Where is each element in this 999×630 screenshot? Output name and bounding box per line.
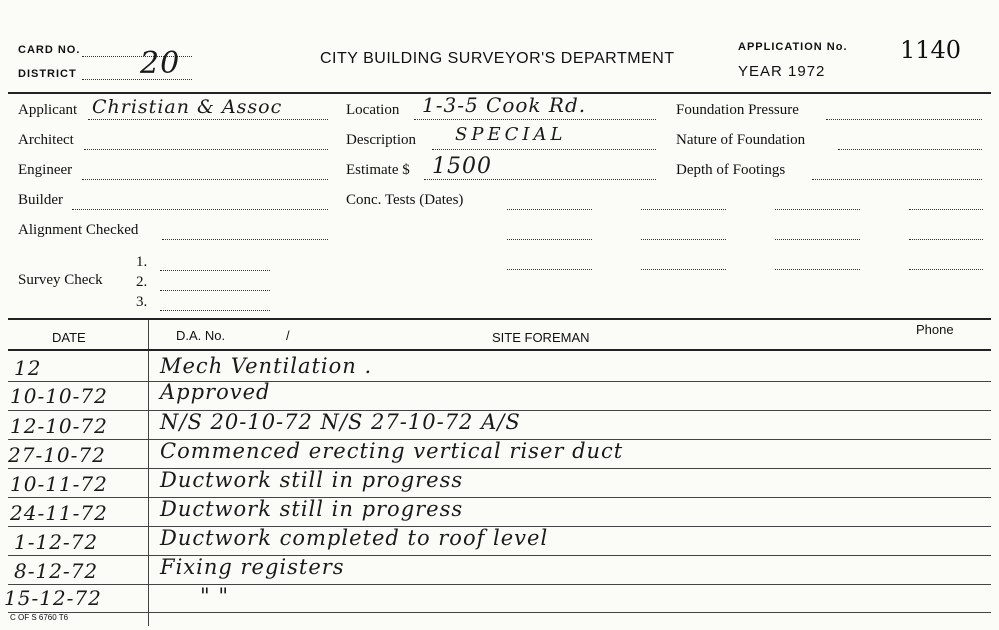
description-line [432, 149, 656, 150]
conc-test-line [641, 209, 726, 210]
log-entry: Fixing registers [160, 555, 345, 579]
log-date: 15-12-72 [4, 586, 102, 610]
log-date: 10-10-72 [10, 384, 108, 408]
log-rule [8, 381, 991, 382]
log-date: 12 [14, 356, 42, 380]
survey-item-2: 2. [136, 274, 148, 290]
conc-test-line [909, 209, 983, 210]
applicant-line [88, 119, 328, 120]
log-rule [8, 497, 991, 498]
builder-line [72, 209, 328, 210]
nature-foundation-label: Nature of Foundation [676, 132, 806, 148]
estimate-line [424, 179, 656, 180]
district-value: 20 [140, 46, 181, 81]
log-date: 24-11-72 [10, 501, 108, 525]
department-title: CITY BUILDING SURVEYOR'S DEPARTMENT [320, 50, 675, 67]
application-no-value: 1140 [900, 36, 962, 64]
conc-test-line [909, 269, 983, 270]
log-entry: " " [200, 584, 229, 608]
survey-line-3 [160, 310, 270, 311]
form-code: C OF S 6760 T6 [10, 613, 69, 622]
depth-footings-label: Depth of Footings [676, 162, 786, 178]
log-rule [8, 612, 991, 613]
conc-test-line [507, 209, 592, 210]
year-label: YEAR 1972 [738, 63, 826, 80]
foundation-pressure-line [826, 119, 982, 120]
log-entry: Commenced erecting vertical riser duct [160, 439, 624, 463]
alignment-label: Alignment Checked [18, 222, 139, 238]
log-entry: N/S 20-10-72 N/S 27-10-72 A/S [160, 410, 521, 434]
architect-label: Architect [18, 132, 74, 148]
estimate-value: 1500 [432, 154, 492, 179]
log-entry: Ductwork still in progress [160, 497, 464, 521]
applicant-value: Christian & Assoc [92, 96, 283, 118]
card-no-label: CARD NO. [18, 44, 81, 56]
survey-check-label: Survey Check [18, 272, 103, 288]
depth-footings-line [812, 179, 982, 180]
estimate-label: Estimate $ [346, 162, 410, 178]
log-date: 10-11-72 [10, 472, 108, 496]
log-header-rule [8, 349, 991, 351]
applicant-label: Applicant [18, 102, 78, 118]
location-value: 1-3-5 Cook Rd. [422, 93, 587, 117]
log-date: 27-10-72 [8, 443, 106, 467]
col-slash-header: / [286, 328, 290, 343]
nature-foundation-line [838, 149, 982, 150]
builder-label: Builder [18, 192, 63, 208]
survey-line-1 [160, 270, 270, 271]
log-date: 1-12-72 [14, 530, 99, 554]
location-line [414, 119, 656, 120]
log-entry: Approved [160, 380, 271, 404]
conc-tests-label: Conc. Tests (Dates) [346, 192, 464, 208]
conc-test-line [507, 269, 592, 270]
alignment-line [162, 239, 328, 240]
log-entry: Mech Ventilation . [160, 354, 373, 378]
conc-test-line [909, 239, 983, 240]
col-foreman-header: SITE FOREMAN [492, 330, 590, 345]
conc-test-line [775, 239, 860, 240]
log-rule [8, 468, 991, 469]
log-entry: Ductwork still in progress [160, 468, 464, 492]
log-date: 8-12-72 [14, 559, 99, 583]
col-phone-header: Phone [916, 322, 954, 337]
log-rule [8, 584, 991, 585]
log-entry: Ductwork completed to roof level [160, 526, 549, 550]
conc-test-line [507, 239, 592, 240]
architect-line [84, 149, 328, 150]
engineer-line [82, 179, 328, 180]
application-no-label: APPLICATION No. [738, 41, 848, 53]
log-date: 12-10-72 [10, 414, 108, 438]
district-label: DISTRICT [18, 68, 77, 80]
foundation-pressure-label: Foundation Pressure [676, 102, 799, 118]
location-label: Location [346, 102, 400, 118]
survey-item-3: 3. [136, 294, 148, 310]
description-value: SPECIAL [455, 124, 567, 145]
conc-test-line [775, 269, 860, 270]
conc-test-line [641, 239, 726, 240]
log-rule [8, 555, 991, 556]
conc-test-line [641, 269, 726, 270]
col-da-header: D.A. No. [176, 328, 226, 343]
col-date-header: DATE [52, 330, 86, 345]
log-divider [8, 318, 991, 320]
survey-item-1: 1. [136, 254, 148, 270]
survey-line-2 [160, 290, 270, 291]
description-label: Description [346, 132, 416, 148]
engineer-label: Engineer [18, 162, 73, 178]
date-column-divider [148, 320, 149, 626]
conc-test-line [775, 209, 860, 210]
